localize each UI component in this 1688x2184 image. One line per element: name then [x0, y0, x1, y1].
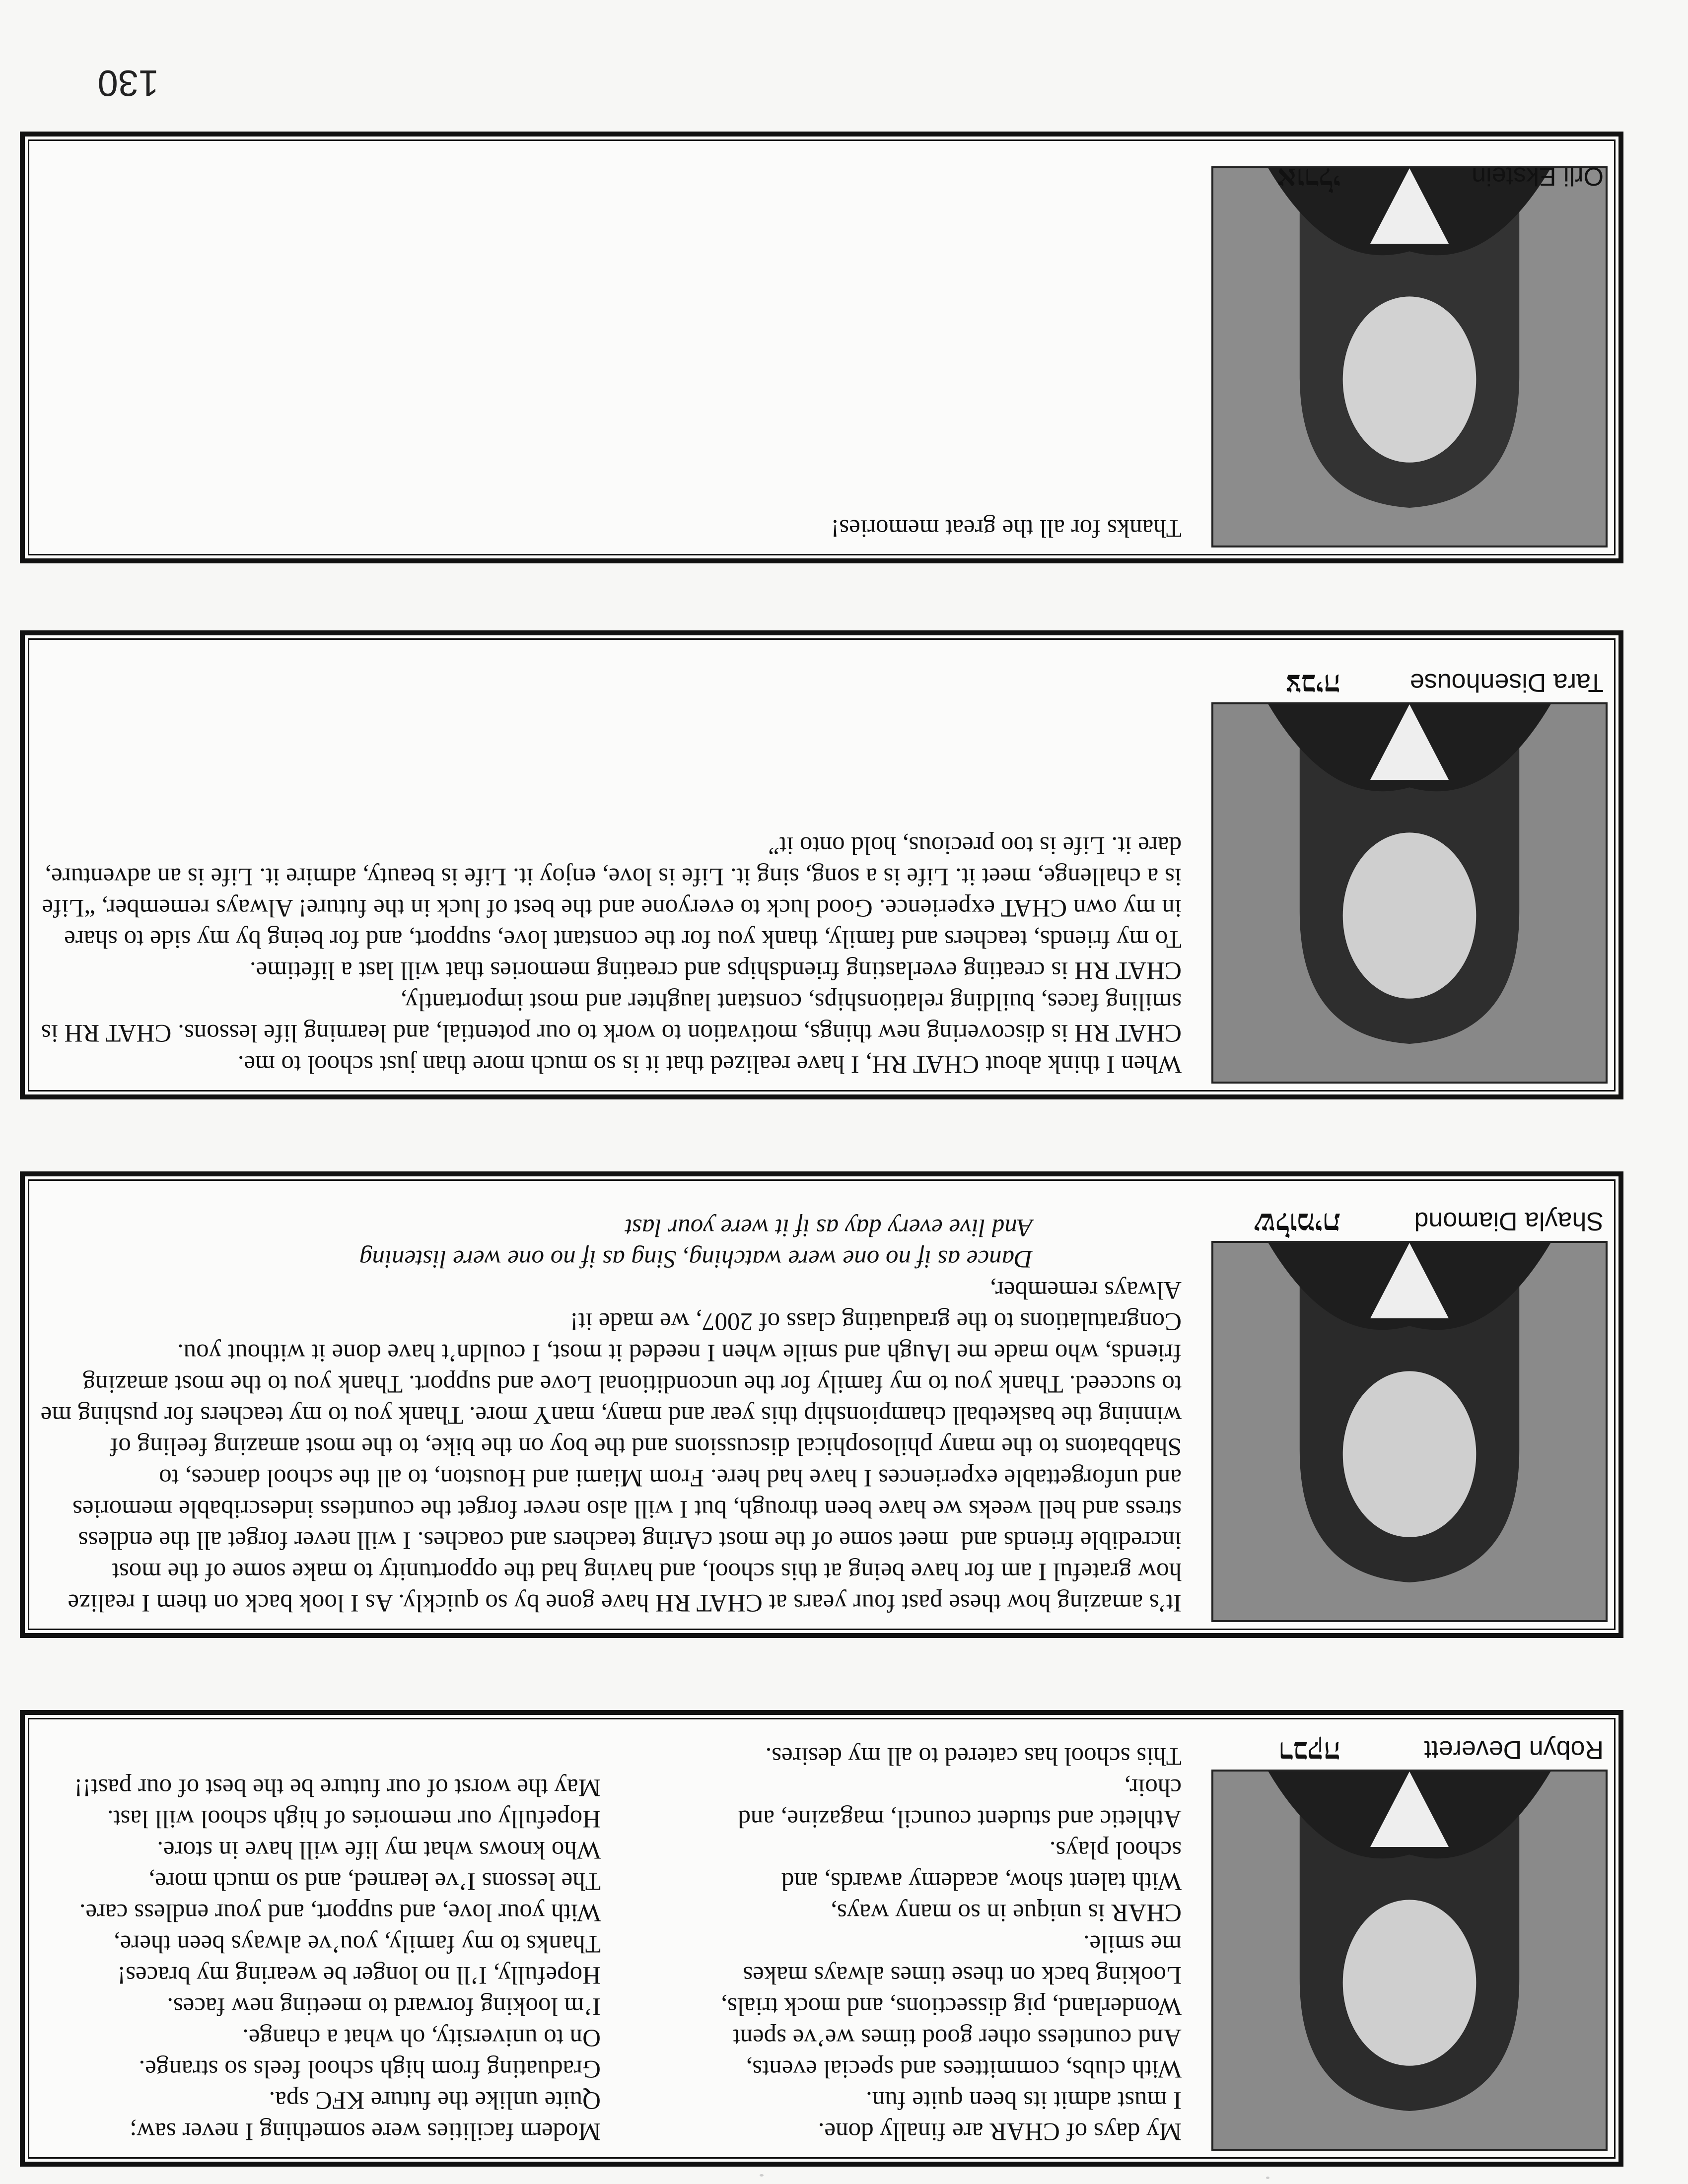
student-name: Robyn Deverett [1424, 1735, 1604, 1764]
portrait-image [1213, 704, 1606, 1082]
portrait-image [1213, 1772, 1606, 2149]
portrait-image [1213, 1243, 1606, 1620]
student-hebrew-name: שלומית [1254, 1206, 1340, 1241]
message-paragraph: Thanks for all the great memories! [831, 514, 1182, 542]
senior-message [40, 512, 1182, 544]
message-paragraph: It’s amazing how these past four years at CHAT RH have gone by so quickly. As I look back on them I realize how grateful I am for have being at this school, and having had the opportunity to make some of the most incredible friends and meet some of the most cAring teachers and coaches. I will never forget all the endless stress and hell weeks we have been through, but I will also never forget the countless indescribable memories and unforgettable experiences I have had here. From Miami and Houston, to all the school dances, to Shabbatons to the many philosophical discussions and the boy on the bike, to the most amazing feeling of winning the basketball championship this year and many, manY more. Thank you to my teachers for pushing me to succeed. Thank you to my family for the unconditional Love and support. Thank you to the most amazing friends, who made me lAugh and smile when I needed it most, I couldn’t have done it without you. Congratulations to the graduating class of 2007, we made it! [34, 1307, 1182, 1617]
message-paragraph: When I think about CHAT RH, I have realized that it is so much more than just school to me. [237, 1050, 1182, 1078]
senior-message [34, 1212, 1182, 1618]
senior-entry-robyn-deverett [20, 1710, 1623, 2167]
senior-photo [1211, 1241, 1608, 1622]
senior-message [35, 829, 1182, 1080]
portrait-image [1213, 168, 1606, 546]
student-hebrew-name: רבקה [1278, 1735, 1340, 1770]
message-paragraph: CHAT RH is creating everlasting friendships and creating memories that will last a lifetime. [249, 956, 1182, 984]
message-paragraph: To my friends, teachers and family, thank you for the constant love, support, and for being by my side to share in my own CHAT experience. Good luck to everyone and the best of luck in the future! Always remember, “Life is a challenge, meet it. Life is a song, sing it. Life is love, enjoy it. Life is beauty, admire it. Life is an adventure, dare it. Life is too precious, hold onto it” [35, 831, 1182, 953]
quote-line: Dance as if no one were watching, Sing as if no one were listening [359, 1245, 1033, 1273]
poem-text: Modern facilities were something I never saw; Quite unlike the future KFC spa. Graduating from high school feels so strange. On to university, oh what a change. I’m looking forward to meeting new faces. Hopefully, I’ll no longer be wearing my braces! Thanks to my family, you’ve always been there, With your love, and support, and your endless care. The lessons I’ve learned, and so much more, Who knows what my life will have in store. Hopefully our memories of high school will last. May the worst of our future be the best of our past!! [74, 1774, 601, 2145]
student-hebrew-name: אורלי [1277, 161, 1340, 196]
senior-photo [1211, 166, 1608, 547]
poem-column-left [611, 1740, 1182, 2147]
student-name: Tara Disenhouse [1409, 668, 1604, 697]
message-paragraph: CHAT RH is discovering new things, motivation to work to our potential, and learning life lessons. CHAT RH is smiling faces, building relationships, constant laughter and most importantly, [35, 988, 1182, 1047]
senior-entry-shayla-diamond [20, 1171, 1623, 1638]
message-paragraph: Always remember, [990, 1276, 1182, 1304]
poem-column-right [30, 1772, 601, 2147]
senior-entry-tara-disenhouse [20, 630, 1623, 1099]
senior-entry-orli-ekstein [20, 132, 1623, 563]
student-name: Shayla Diamond [1414, 1207, 1604, 1235]
student-hebrew-name: צביה [1285, 668, 1340, 702]
student-name: Orli Ekstein [1472, 162, 1604, 191]
page-number: 130 [97, 63, 159, 104]
quote-line: And live every day as if it were your last [625, 1214, 1033, 1241]
senior-photo [1211, 1770, 1608, 2151]
senior-photo [1211, 702, 1608, 1084]
poem-text: My days of CHAR are finally done. I must admit its been quite fun. With clubs, committees and special events, And countless other good times we’ve spent Wonderland, pig dissections, and mock trials, Looking back on these times always makes me smile. CHAR is unique in so many ways, With talent show, academy awards, and school plays. Athletic and student council, magazine, and choir, This school has catered to all my desires. [721, 1742, 1182, 2145]
